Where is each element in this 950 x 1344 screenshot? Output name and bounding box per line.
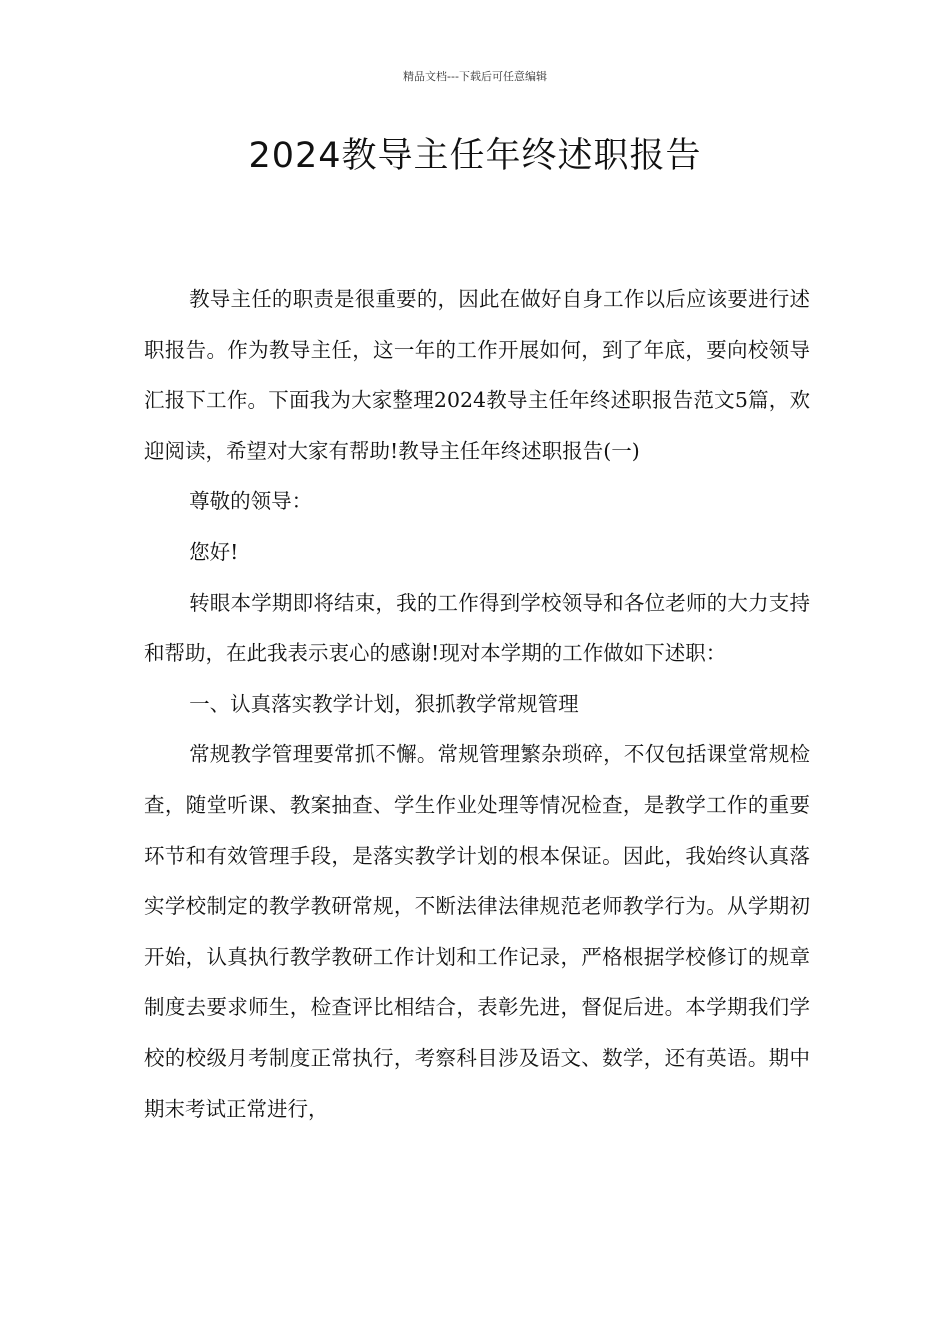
document-title: 2024教导主任年终述职报告 [248,136,702,176]
document-body [144,274,810,1134]
section-heading-1: 一、认真落实教学计划，狠抓教学常规管理 [189,691,579,716]
paragraph-intro: 教导主任的职责是很重要的，因此在做好自身工作以后应该要进行述职报告。作为教导主任，这一年的工作开展如何，到了年底，要向校领导汇报下工作。下面我为大家整理2024教导主任年终述职报告范文5篇，欢迎阅读，希望对大家有帮助!教导主任年终述职报告(一) [144,287,810,463]
header-note: 精品文档---下载后可任意编辑 [403,70,547,83]
paragraph-section-1: 常规教学管理要常抓不懈。常规管理繁杂琐碎，不仅包括课堂常规检查，随堂听课、教案抽查、学生作业处理等情况检查，是教学工作的重要环节和有效管理手段，是落实教学计划的根本保证。因此，我始终认真落实学校制定的教学教研常规，不断法律法律规范老师教学行为。从学期初开始，认真执行教学教研工作计划和工作记录，严格根据学校修订的规章制度去要求师生，检查评比相结合，表彰先进，督促后进。本学期我们学校的校级月考制度正常执行，考察科目涉及语文、数学，还有英语。期中期末考试正常进行， [144,742,810,1121]
paragraph-greeting: 您好! [189,539,239,564]
paragraph-salutation: 尊敬的领导： [189,489,313,514]
paragraph-thanks: 转眼本学期即将结束，我的工作得到学校领导和各位老师的大力支持和帮助，在此我表示衷心的感谢!现对本学期的工作做如下述职： [144,590,810,666]
